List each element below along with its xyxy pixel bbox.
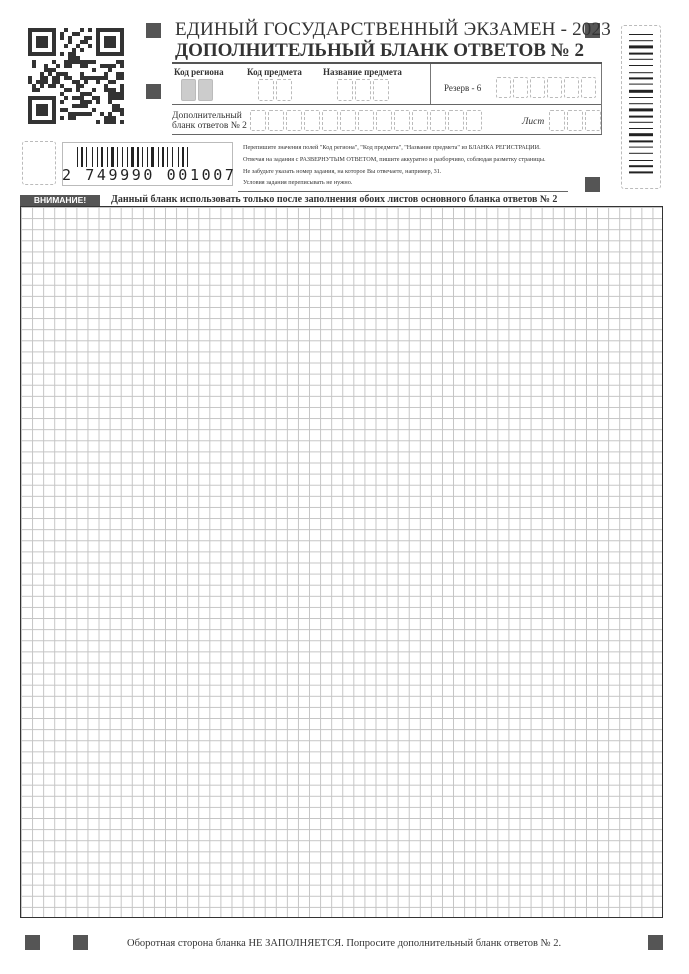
region-code-cell[interactable] [181, 79, 196, 101]
qr-code-icon [28, 28, 124, 124]
instructions-underline [238, 191, 568, 192]
extra-form-number-cell[interactable] [358, 110, 374, 131]
fields-divider [172, 104, 602, 105]
reserve-cell[interactable] [530, 77, 545, 98]
right-border [601, 64, 602, 134]
vertical-barcode-bars [622, 26, 660, 188]
reserve-label: Резерв - 6 [444, 83, 482, 93]
region-code-label: Код региона [174, 67, 224, 77]
instruction-line: Не забудьте указать номер задания, на которое Вы отвечаете, например, 31. [243, 168, 442, 175]
registration-marker-icon [146, 23, 161, 38]
reserve-divider [430, 64, 431, 104]
subject-code-cell[interactable] [276, 79, 292, 101]
barcode-number: 2 749990 001007 [62, 166, 237, 184]
extra-form-number-cell[interactable] [268, 110, 284, 131]
reserve-cell[interactable] [564, 77, 579, 98]
extra-form-number-cell[interactable] [250, 110, 266, 131]
subject-name-cell[interactable] [373, 79, 389, 101]
instruction-line: Условия задания переписывать не нужно. [243, 179, 353, 186]
answer-grid[interactable] [20, 206, 663, 918]
extra-form-number-cell[interactable] [466, 110, 482, 131]
fields-divider-bottom [172, 134, 602, 135]
reserve-cell[interactable] [547, 77, 562, 98]
warning-badge: ВНИМАНИЕ! [20, 195, 100, 206]
extra-form-number-cell[interactable] [286, 110, 302, 131]
reserve-cell[interactable] [581, 77, 596, 98]
subject-name-label: Название предмета [323, 67, 402, 77]
title-divider [172, 62, 602, 64]
side-cell [22, 141, 56, 185]
region-code-cell[interactable] [198, 79, 213, 101]
footer-note: Оборотная сторона бланка НЕ ЗАПОЛНЯЕТСЯ. Попросите дополнительный бланк ответов № 2. [127, 938, 562, 949]
registration-marker-icon [73, 935, 88, 950]
sheet-number-cell[interactable] [567, 110, 583, 131]
extra-form-number-cell[interactable] [412, 110, 428, 131]
form-title: ДОПОЛНИТЕЛЬНЫЙ БЛАНК ОТВЕТОВ № 2 [175, 40, 584, 61]
extra-form-number-cell[interactable] [304, 110, 320, 131]
subject-name-cell[interactable] [355, 79, 371, 101]
subject-code-label: Код предмета [247, 67, 302, 77]
vertical-barcode-icon [621, 25, 661, 189]
extra-form-label-line2: бланк ответов № 2 [172, 121, 247, 131]
warning-text: Данный бланк использовать только после заполнения обоих листов основного бланка ответов № 2 [111, 194, 558, 205]
registration-marker-icon [648, 935, 663, 950]
subject-name-cell[interactable] [337, 79, 353, 101]
instruction-line: Отвечая на задания с РАЗВЕРНУТЫМ ОТВЕТОМ, пишите аккуратно и разборчиво, соблюдая разметку страницы. [243, 156, 546, 163]
instruction-line: Перепишите значения полей "Код региона", "Код предмета", "Название предмета" из БЛАНКА РЕГИСТРАЦИИ. [243, 144, 541, 151]
extra-form-number-cell[interactable] [430, 110, 446, 131]
sheet-number-cell[interactable] [549, 110, 565, 131]
extra-form-number-cell[interactable] [394, 110, 410, 131]
extra-form-label: Дополнительный [172, 111, 242, 121]
extra-form-number-cell[interactable] [340, 110, 356, 131]
subject-code-cell[interactable] [258, 79, 274, 101]
registration-marker-icon [25, 935, 40, 950]
sheet-label: Лист [522, 117, 545, 127]
reserve-cell[interactable] [513, 77, 528, 98]
exam-title: ЕДИНЫЙ ГОСУДАРСТВЕННЫЙ ЭКЗАМЕН - 2023 [175, 19, 611, 40]
registration-marker-icon [146, 84, 161, 99]
extra-form-number-cell[interactable] [448, 110, 464, 131]
extra-form-number-cell[interactable] [322, 110, 338, 131]
registration-marker-icon [585, 177, 600, 192]
sheet-number-cell[interactable] [585, 110, 601, 131]
extra-form-number-cell[interactable] [376, 110, 392, 131]
reserve-cell[interactable] [496, 77, 511, 98]
